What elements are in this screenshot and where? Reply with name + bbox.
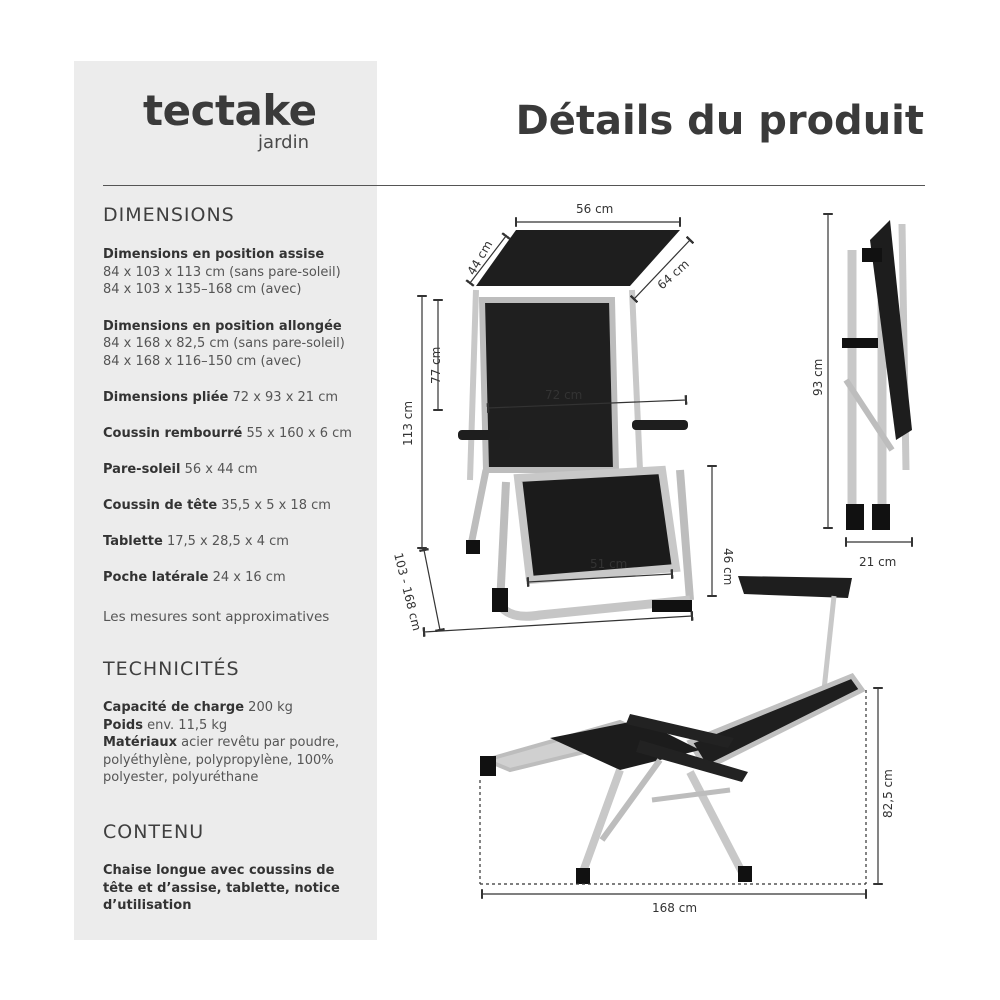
spec-cushion: Coussin rembourré 55 x 160 x 6 cm xyxy=(103,426,352,441)
label-seat-width: 72 cm xyxy=(545,388,583,402)
spec-pocket: Poche latérale 24 x 16 cm xyxy=(103,570,286,585)
weight-label: Poids xyxy=(103,717,143,733)
measurements-note: Les mesures sont approximatives xyxy=(103,609,330,625)
label-total-height: 113 cm xyxy=(401,400,415,446)
spec-folded: Dimensions pliée 72 x 93 x 21 cm xyxy=(103,390,339,405)
brand-sub: jardin xyxy=(258,132,309,153)
spec-sunshade: Pare-soleil 56 x 44 cm xyxy=(103,462,258,477)
label-backrest-height: 77 cm xyxy=(429,346,443,384)
label-seat-height: 46 cm xyxy=(721,548,735,586)
spec-tray: Tablette 17,5 x 28,5 x 4 cm xyxy=(103,534,289,549)
label-canopy-width: 56 cm xyxy=(576,202,614,216)
label-front-width: 51 cm xyxy=(590,557,628,571)
chair-folded-illustration xyxy=(842,220,912,530)
label-depth-range: 103 - 168 cm xyxy=(391,551,424,633)
label-folded-height: 93 cm xyxy=(811,358,825,396)
chair-front-illustration xyxy=(458,230,692,616)
label-folded-depth: 21 cm xyxy=(859,555,897,569)
capacity-label: Capacité de charge xyxy=(103,700,245,715)
dimensions-heading: DIMENSIONS xyxy=(103,204,235,226)
weight-value: env. 11,5 kg xyxy=(147,717,228,733)
label-canopy-depth: 44 cm xyxy=(464,238,496,278)
page-title: Détails du produit xyxy=(515,98,924,144)
chair-reclined-illustration xyxy=(480,576,862,884)
contenu-text: Chaise longue avec coussins de tête et d’assise, tablette, notice d’utilisation xyxy=(103,863,340,913)
label-reclined-height: 82,5 cm xyxy=(881,769,895,818)
materials-value: acier revêtu par poudre, polyéthylène, polypropylène, 100% polyester, polyuréthane xyxy=(103,735,340,785)
reclined-dimension-lines xyxy=(480,688,878,894)
brand-name: tectake xyxy=(143,86,317,135)
spec-headrest: Coussin de tête 35,5 x 5 x 18 cm xyxy=(103,498,331,513)
spec-reclined: Dimensions en position allongée 84 x 168 x 82,5 cm (sans pare-soleil) 84 x 168 x 116–150 cm (avec) xyxy=(103,318,345,369)
label-reclined-length: 168 cm xyxy=(652,901,698,915)
spec-seated: Dimensions en position assise 84 x 103 x 113 cm (sans pare-soleil) 84 x 103 x 135–168 cm (avec) xyxy=(103,247,341,297)
technicites-heading: TECHNICITÉS xyxy=(103,658,240,680)
materials-label: Matériaux xyxy=(103,735,178,750)
label-canopy-diag: 64 cm xyxy=(654,256,692,293)
contenu-heading: CONTENU xyxy=(103,821,205,843)
capacity-value: 200 kg xyxy=(248,700,293,715)
